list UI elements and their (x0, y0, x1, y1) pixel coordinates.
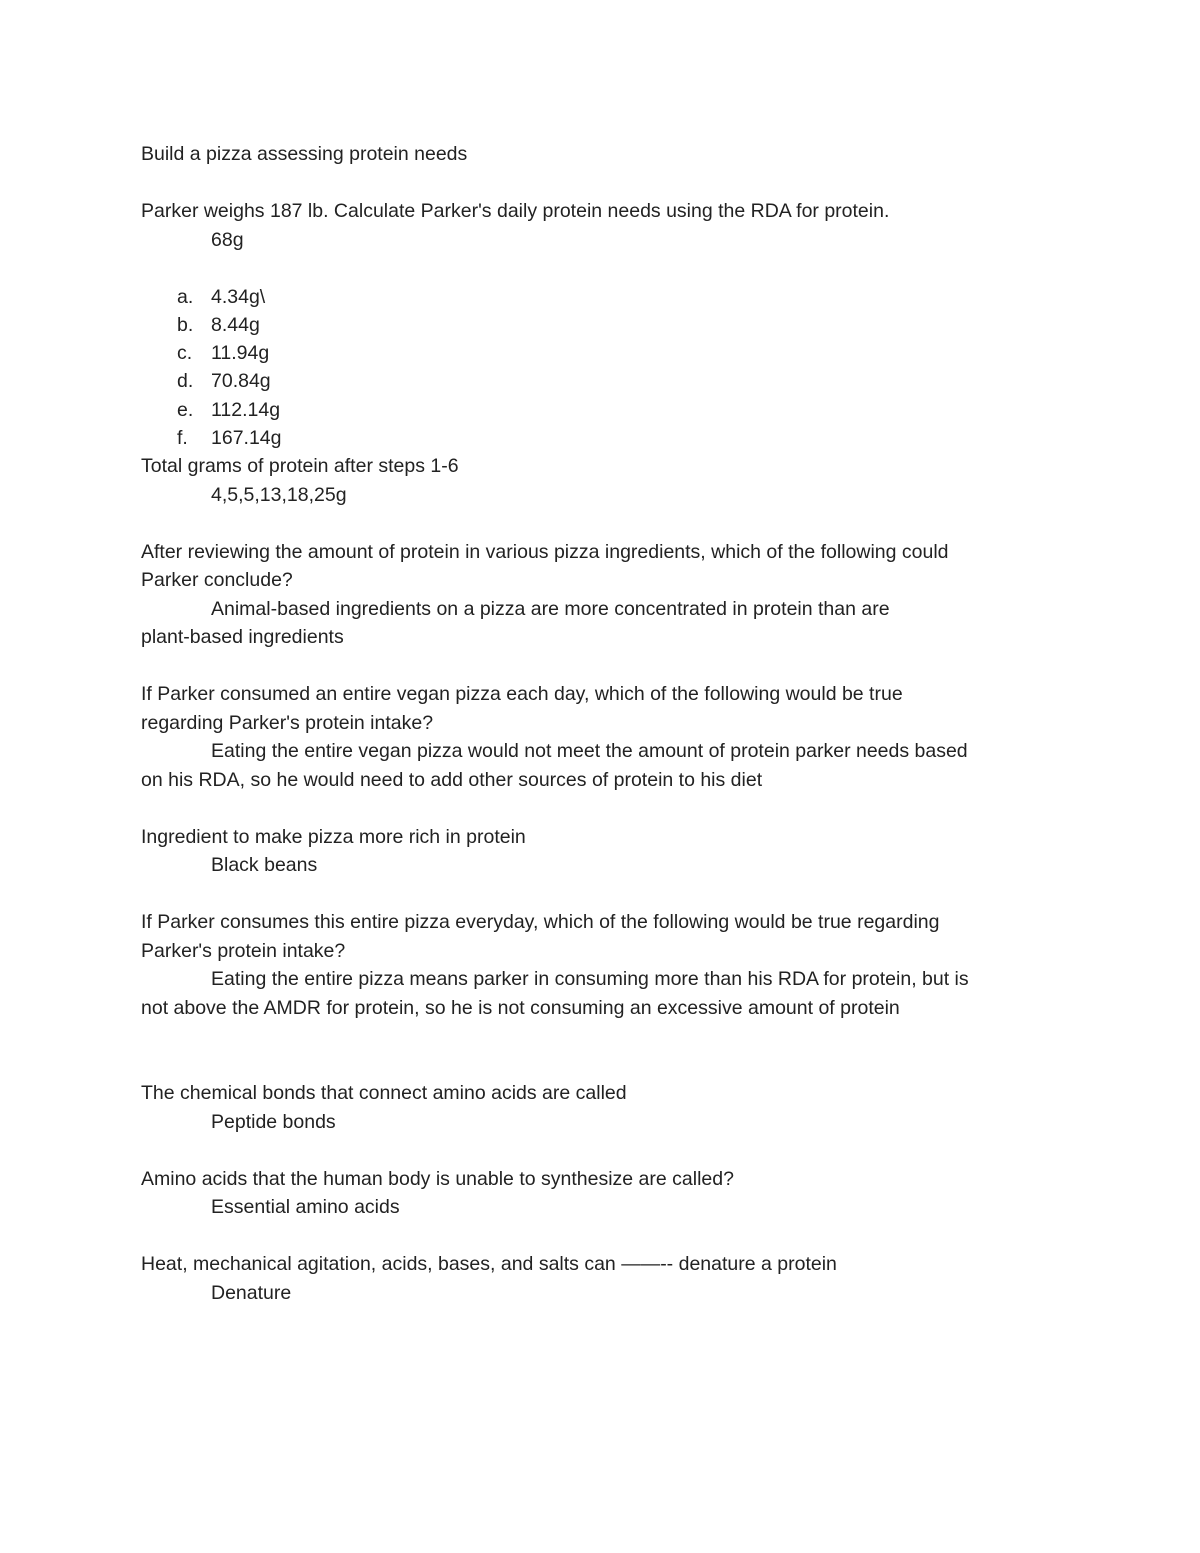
document-title: Build a pizza assessing protein needs (141, 143, 468, 165)
answer-peptide: Peptide bonds (211, 1110, 336, 1133)
answer-entire-pizza: Eating the entire pizza means parker in consuming more than his RDA for protein, but is (211, 968, 969, 991)
list-item (141, 396, 1061, 424)
question-entire-pizza-cont: Parker's protein intake? (141, 939, 346, 962)
list-marker: c. (177, 342, 193, 365)
answer-essential: Essential amino acids (211, 1196, 400, 1219)
answer-denature: Denature (211, 1281, 292, 1304)
list-marker: e. (177, 398, 194, 421)
list-item-text: 4.34g\ (211, 285, 266, 308)
question-conclusion-cont: Parker conclude? (141, 569, 293, 592)
answer-entire-pizza-cont: not above the AMDR for protein, so he is not consuming an excessive amount of protein (141, 996, 900, 1019)
question-conclusion: After reviewing the amount of protein in various pizza ingredients, which of the following could (141, 540, 949, 563)
question-denature: Heat, mechanical agitation, acids, bases, and salts can ——-- denature a protein (141, 1253, 837, 1276)
spacer (141, 509, 1061, 538)
list-item (141, 283, 1061, 311)
list-marker: f. (177, 426, 188, 449)
question-peptide: The chemical bonds that connect amino acids are called (141, 1082, 627, 1105)
answer-vegan-pizza: Eating the entire vegan pizza would not meet the amount of protein parker needs based (211, 740, 968, 763)
question-essential: Amino acids that the human body is unable to synthesize are called? (141, 1167, 734, 1190)
question-vegan-pizza-cont: regarding Parker's protein intake? (141, 711, 434, 734)
question-vegan-pizza: If Parker consumed an entire vegan pizza each day, which of the following would be true (141, 683, 903, 706)
list-marker: b. (177, 313, 194, 336)
list-item (141, 339, 1061, 367)
spacer (141, 1022, 1061, 1079)
list-marker: a. (177, 285, 194, 308)
spacer (141, 1136, 1061, 1165)
question-daily-protein: Parker weighs 187 lb. Calculate Parker's daily protein needs using the RDA for protein. (141, 200, 890, 222)
spacer (141, 794, 1061, 823)
answer-vegan-pizza-cont: on his RDA, so he would need to add other sources of protein to his diet (141, 768, 763, 791)
list-item-text: 70.84g (211, 370, 271, 393)
spacer (141, 1222, 1061, 1251)
document-page (141, 140, 1061, 1307)
answer-ingredient: Black beans (211, 854, 318, 877)
list-item-text: 11.94g (211, 342, 270, 365)
list-item (141, 367, 1061, 395)
list-marker: d. (177, 370, 194, 393)
list-item-text: 167.14g (211, 426, 282, 449)
steps-list (141, 283, 1061, 453)
answer-conclusion-cont: plant-based ingredients (141, 626, 344, 649)
question-entire-pizza: If Parker consumes this entire pizza everyday, which of the following would be true regarding (141, 911, 940, 934)
question-ingredient: Ingredient to make pizza more rich in protein (141, 825, 526, 848)
list-item (141, 424, 1061, 452)
list-item-text: 8.44g (211, 313, 260, 336)
answer-total-protein: 4,5,5,13,18,25g (211, 483, 347, 506)
spacer (141, 880, 1061, 909)
list-item-text: 112.14g (211, 398, 281, 421)
spacer (141, 254, 1061, 283)
spacer (141, 169, 1061, 198)
spacer (141, 652, 1061, 681)
list-item (141, 311, 1061, 339)
question-total-protein: Total grams of protein after steps 1-6 (141, 455, 459, 478)
answer-conclusion: Animal-based ingredients on a pizza are more concentrated in protein than are (211, 597, 890, 620)
answer-daily-protein: 68g (211, 228, 244, 251)
